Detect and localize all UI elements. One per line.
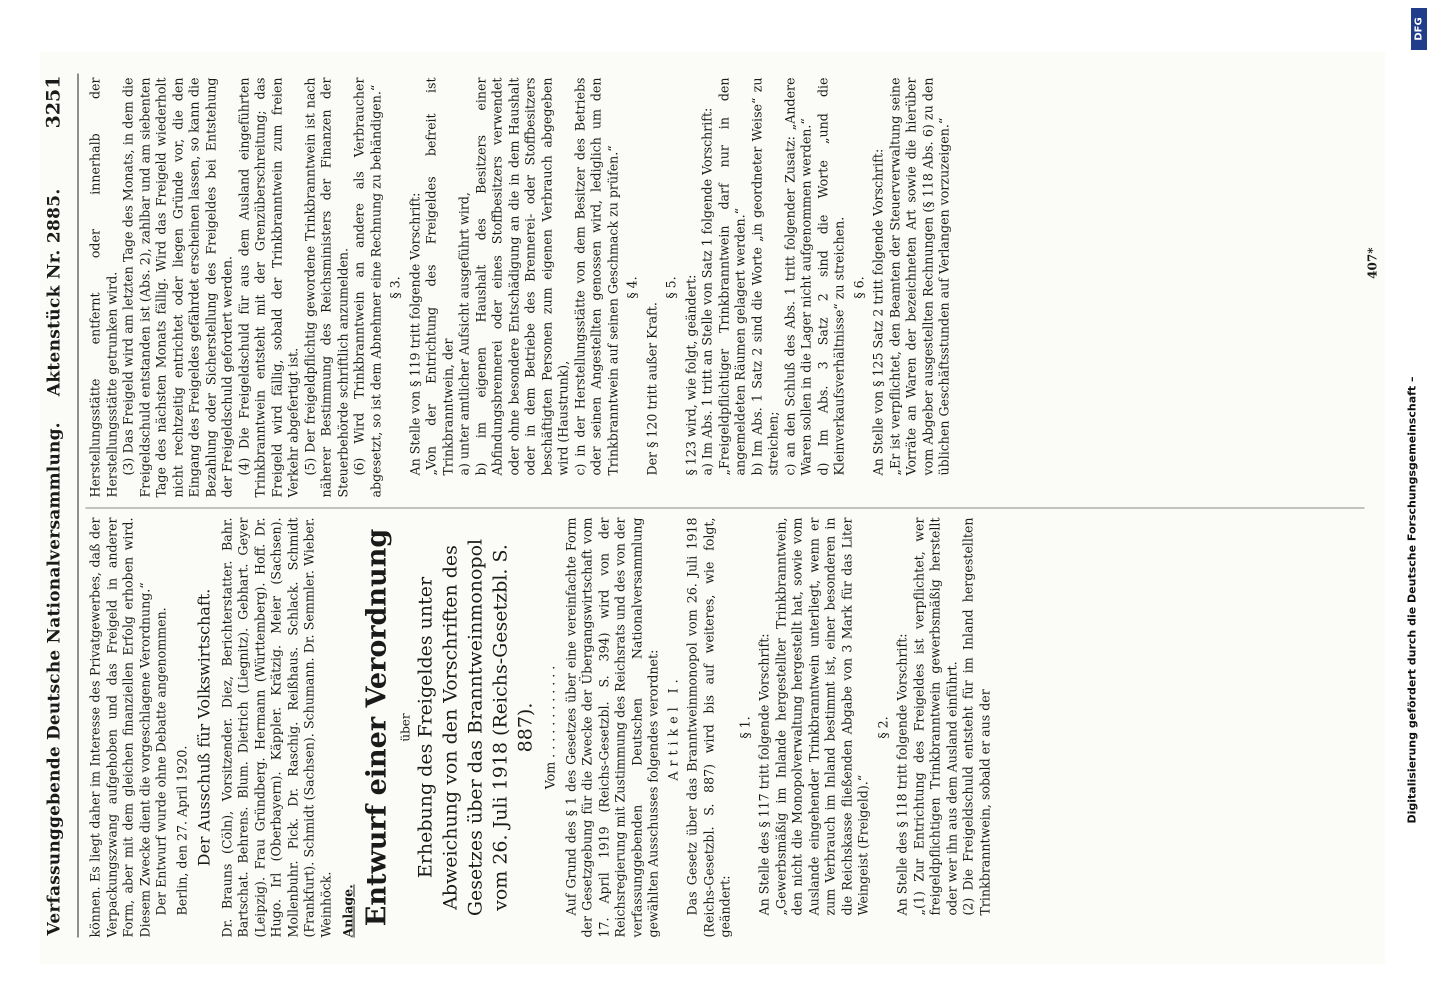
annex-label: Anlage. [340,884,356,938]
date-line: Berlin, den 27. April 1920. [174,745,189,916]
section-heading: § 3. [387,276,403,299]
paragraph: (3) Das Freigeld wird am letzten Tage des Monats, in dem die Freigeldschuld entstanden ist (Abs. 2), zahlbar und am siebenten Tage des nächsten Monats fällig. Wird das Freigeld wiederholt nicht rechtzeitig entrichtet oder liegen Gründe vor, die den Eingang des Freigeldes gefährdet erscheinen lassen, so kann die Bezahlung oder Sicherstellung des Freigeldes bei Entstehung der Freigeldschuld gefordert werden. [120,77,235,498]
dfg-logo-text: DFG [1413,17,1425,41]
column-left [88,518,1365,938]
committee-members: Dr. Brauns (Cöln), Vorsitzender. Diez, Berichterstatter. Bahr. Bartschat. Behrens. Blum. Dietrich (Liegnitz). Gebhart. Geyer (Leipzig). Frau Gründberg. Hermann (Württemberg). Hoff. Dr. Hugo. Irl (Oberbayern). Käppler. Krätzig. Meier (Sachsen). Mollenbuhr. Pick. Dr. Raschig. Reißhaus. Schlack. Schmidt (Frankfurt). Schmidt (Sachsen). Schumann. Dr. Semmler. Wieber. Weinhöck. [219,517,333,938]
paragraph: An Stelle des § 118 tritt folgende Vorschrift: [894,633,910,916]
page-title: Verfassunggebende Deutsche Nationalversammlung. [44,422,65,936]
digitization-credit [1392,10,1432,990]
draft-ueber: über [398,713,412,742]
quoted-provision: „Er ist verpflichtet, den Beamten der Steuerverwaltung seine Vorräte an Waren der bezeichneten Art sowie die hierüber vom Abgeber ausgestellten Rechnungen (§ 118 Abs. 6) zu den üblichen Geschäftsstunden auf Verlangen vorzuzeigen.“ [887,77,952,476]
date-placeholder: Vom . . . . . . . . . . . . [542,665,558,790]
paragraph: An Stelle von § 125 Satz 2 tritt folgende Vorschrift: [870,148,886,476]
section-heading: § 5. [663,276,679,299]
paragraph: An Stelle von § 119 tritt folgende Vorschrift: [407,192,422,476]
section-heading: § 6. [851,276,866,299]
paragraph: Auf Grund des § 1 des Gesetzes über eine vereinfachte Form der Gesetzgebung für die Zwecke der Übergangswirtschaft vom 17. April 1919 (Reichs-Gesetzbl. S. 394) wird von der Reichsregierung mit Zustimmung des Reichsrats und des von der verfassunggebenden Deutschen Nationalversammlung gewählten Ausschusses folgendes verordnet: [563,517,661,938]
column-divider [86,508,1365,509]
list-item: b) Im Abs. 1 Satz 2 sind die Worte „in geordneter Weise“ zu streichen; [749,77,781,476]
section-heading: § 1. [737,716,752,739]
paragraph: Das Gesetz über das Branntweinmonopol vom 26. Juli 1918 (Reichs-Gesetzbl. S. 887) wird bis auf weiteres, wie folgt, geändert: [684,517,733,938]
folio-number: 407* [1365,247,1379,279]
paragraph: (6) Wird Trinkbranntwein an andere als Verbraucher abgesetzt, so ist dem Abnehmer eine Rechnung zu behändigen.“ [351,77,383,498]
list-item: a) Im Abs. 1 tritt an Stelle von Satz 1 folgende Vorschrift: [699,107,715,476]
paragraph: Der Entwurf wurde ohne Debatte angenommen. [153,607,169,916]
paragraph: können. Es liegt daher im Interesse des Privatgewerbes, daß der Verpackungszwang aufgehoben und das Freigeld in anderer Form, aber mit dem gleichen finanziellen Erfolg erhoben wird. Diesem Zwecke dient die vorgeschlagene Verordnung.“ [87,517,152,938]
column-right [88,78,1365,498]
paragraph: An Stelle des § 117 tritt folgende Vorschrift: [756,633,772,916]
page-number: 3251 [42,75,65,129]
paragraph: Herstellungsstätte entfernt oder innerhalb der Herstellungsstätte getrunken wird. [87,77,119,498]
committee-heading: Der Ausschuß für Volkswirtschaft. [194,588,214,867]
list-item: c) an den Schluß des Abs. 1 tritt folgender Zusatz: „Andere Waren sollen in die Lager nicht aufgenommen werden.“ [782,77,814,476]
draft-title: Entwurf einer Verordnung [361,528,392,927]
list-item: d) Im Abs. 3 Satz 2 sind die Worte „und die Kleinverkaufsverhältnisse“ zu streichen. [815,77,847,476]
list-item: b) im eigenen Haushalt des Besitzers einer Abfindungsbrennerei oder eines Stoffbesitzers verwendet oder ohne besondere Entschädigung an die in dem Haushalt oder in dem Betriebe des Brennerei- oder Stoffbesitzers beschäftigten Personen zum eigenen Verbrauch abgegeben wird (Haustrunk), [473,77,571,476]
paragraph: § 123 wird, wie folgt, geändert: [683,274,698,476]
dfg-logo [1411,8,1427,50]
quoted-provision: (2) Die Freigeldschuld entsteht für im Inland hergestellten Trinkbranntwein, sobald er aus der [960,517,992,916]
section-heading: § 4. [624,276,640,299]
article-heading: Artikel I. [665,674,680,781]
document-number: Aktenstück Nr. 2885. [44,188,65,397]
page-header [42,75,76,936]
draft-subtitle: Erhebung des Freigeldes unter Abweichung von den Vorschriften des Gesetzes über das Branntweinmonopol vom 26. Juli 1918 (Reichs-Gesetzbl. S. 887). [414,538,537,917]
rotated-page-content [40,58,1385,958]
section-heading: § 2. [875,716,890,739]
list-item: a) unter amtlicher Aufsicht ausgeführt wird, [456,192,472,476]
quoted-provision: „Gewerbsmäßig im Inlande hergestellter Trinkbranntwein, den nicht die Monopolverwaltung hergestellt hat, sowie vom Auslande eingehender Trinkbranntwein unterliegt, wenn er zum Verbrauch im Inland bestimmt ist, einer besonderen in die Reichskasse fließenden Abgabe von 3 Mark für das Liter Weingeist (Freigeld).“ [773,517,871,916]
header-rule [78,74,79,938]
quoted-provision: „Von der Entrichtung des Freigeldes befreit ist Trinkbranntwein, der [423,77,455,476]
quoted-provision: „Freigeldpflichtiger Trinkbranntwein darf nur in den angemeldeten Räumen gelagert werden.“ [716,77,748,476]
paragraph: (4) Die Freigeldschuld für aus dem Ausland eingeführten Trinkbranntwein entsteht mit der Grenzüberschreitung; das Freigeld wird fällig, sobald der Trinkbranntwein zum freien Verkehr abgefertigt ist. [236,77,301,498]
scanned-page [40,52,1385,964]
credit-text: Digitalisierung gefördert durch die Deutsche Forschungsgemeinschaft – [1405,376,1419,824]
paragraph: Der § 120 tritt außer Kraft. [644,302,659,476]
list-item: c) in der Herstellungsstätte von dem Besitzer des Betriebs oder seinen Angestellten genossen wird, lediglich um den Trinkbranntwein auf seinen Geschmack zu prüfen.“ [572,77,620,476]
paragraph: (5) Der freigeldpflichtig gewordene Trinkbranntwein ist nach näherer Bestimmung des Reichsministers der Finanzen der Steuerbehörde schriftlich anzumelden. [302,77,350,498]
quoted-provision: „(1) Zur Entrichtung des Freigeldes ist verpflichtet, wer freigeldpflichtigen Trinkbranntwein gewerbsmäßig herstellt oder wer ihn aus dem Ausland einführt. [911,517,959,916]
